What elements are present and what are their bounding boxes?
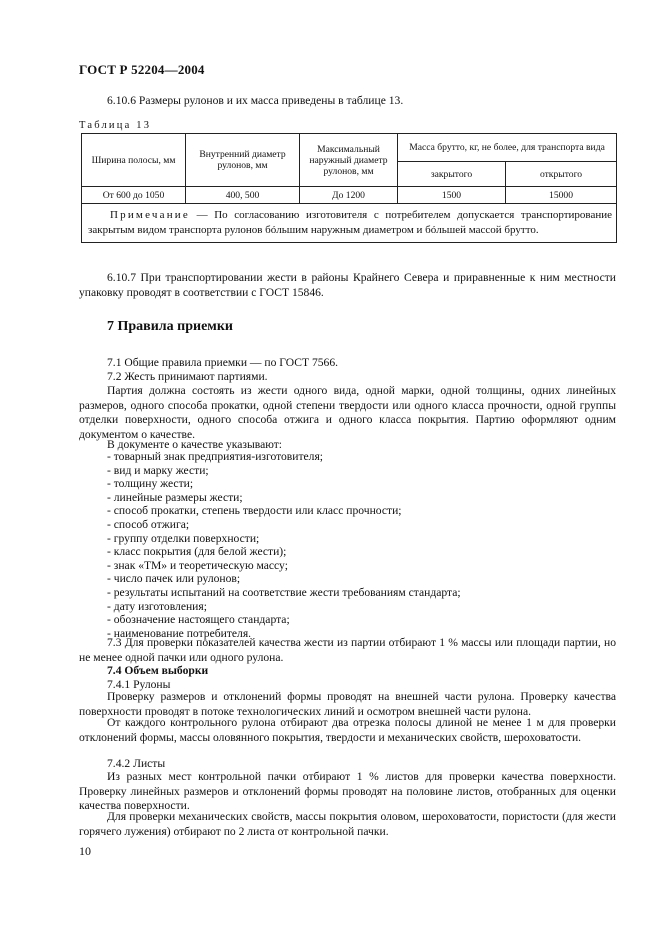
paragraph-sheets-1: Из разных мест контрольной пачки отбирают 1 % листов для проверки качества поверхности. Проверку линейных размеров и отклонений формы проводят на половине листов, отобранных для оценки качества поверхности. (79, 770, 616, 812)
list-item: - наименование потребителя. (107, 626, 252, 640)
list-item: - дату изготовления; (107, 599, 207, 613)
paragraph-7-2: 7.2 Жесть принимают партиями. (107, 370, 268, 383)
standard-id-header: ГОСТ Р 52204—2004 (79, 62, 205, 77)
page-number: 10 (79, 844, 91, 858)
section-7-heading: 7 Правила приемки (107, 319, 233, 334)
header-open-transport: открытого (506, 162, 617, 187)
table-13-caption: Таблица 13 (79, 120, 152, 131)
heading-7-4-1: 7.4.1 Рулоны (107, 678, 171, 691)
cell-open-mass: 15000 (506, 187, 617, 204)
list-item: - результаты испытаний на соответствие жести требованиям стандарта; (107, 585, 461, 599)
note-text: — По согласованию изготовителя с потребителем допускается транспортирование закрытым видом транспорта рулонов бóльшим наружным диаметром и бóльшей массой брутто. (88, 209, 613, 236)
paragraph-6-10-6: 6.10.6 Размеры рулонов и их масса приведены в таблице 13. (107, 94, 404, 107)
paragraph-rolls-1: Проверку размеров и отклонений формы проводят на внешней части рулона. Проверку качества поверхности проводят в потоке технологических линий и осмотром внешней части рулона. (79, 690, 616, 718)
header-inner-diameter: Внутренний диаметр рулонов, мм (186, 134, 300, 187)
list-item: - способ прокатки, степень твердости или класс прочности; (107, 504, 402, 518)
header-outer-diameter: Максимальный наружный диаметр рулонов, мм (300, 134, 398, 187)
heading-7-4: 7.4 Объем выборки (107, 664, 209, 677)
cell-strip-width: От 600 до 1050 (82, 187, 186, 204)
header-closed-transport: закрытого (398, 162, 506, 187)
list-item: - группу отделки поверхности; (107, 531, 260, 545)
list-item: - число пачек или рулонов; (107, 572, 241, 586)
list-item: - вид и марку жести; (107, 463, 209, 477)
header-strip-width: Ширина полосы, мм (82, 134, 186, 187)
paragraph-rolls-2: От каждого контрольного рулона отбирают два отрезка полосы длиной не менее 1 м для проверки отклонений формы, массы оловянного покрытия, твердости и механических свойств, шероховатости. (79, 716, 616, 744)
paragraph-7-3: 7.3 Для проверки показателей качества жести из партии отбирают 1 % массы или площади партии, но не менее одной пачки или одного рулона. (79, 636, 616, 664)
paragraph-sheets-2: Для проверки механических свойств, массы покрытия оловом, шероховатости, пористости (для жести горячего лужения) отбирают по 2 листа от контрольной пачки. (79, 810, 616, 838)
list-item: - способ отжига; (107, 517, 190, 531)
list-item: - обозначение настоящего стандарта; (107, 613, 290, 627)
list-item: - товарный знак предприятия-изготовителя; (107, 450, 324, 463)
cell-inner-diameter: 400, 500 (186, 187, 300, 204)
paragraph-batch: Партия должна состоять из жести одного вида, одной марки, одной толщины, одних линейных размеров, одного способа прокатки, одной степени твердости или одного класса прочности, одной группы отделки поверхности, одного способа отжига и одного класса покрытия. Партию оформляют одним документом о качестве. (79, 384, 616, 441)
list-item: - класс покрытия (для белой жести); (107, 545, 287, 559)
list-item: - знак «ТМ» и теоретическую массу; (107, 558, 288, 572)
quality-document-list (107, 450, 461, 640)
paragraph-6-10-7: 6.10.7 При транспортировании жести в районы Крайнего Севера и приравненные к ним местности упаковку проводят в соответствии с ГОСТ 15846. (79, 271, 616, 299)
heading-7-4-2: 7.4.2 Листы (107, 757, 166, 770)
note-label: Примечание (110, 209, 190, 221)
paragraph-7-1: 7.1 Общие правила приемки — по ГОСТ 7566. (107, 356, 339, 369)
cell-outer-diameter: До 1200 (300, 187, 398, 204)
header-gross-mass: Масса брутто, кг, не более, для транспорта вида (398, 134, 617, 162)
table-row (82, 187, 617, 204)
cell-closed-mass: 1500 (398, 187, 506, 204)
table-note (82, 204, 617, 243)
table-13 (81, 133, 617, 243)
list-item: - линейные размеры жести; (107, 490, 243, 504)
list-item: - толщину жести; (107, 477, 194, 491)
paragraph-doc-intro: В документе о качестве указывают: (107, 438, 283, 451)
